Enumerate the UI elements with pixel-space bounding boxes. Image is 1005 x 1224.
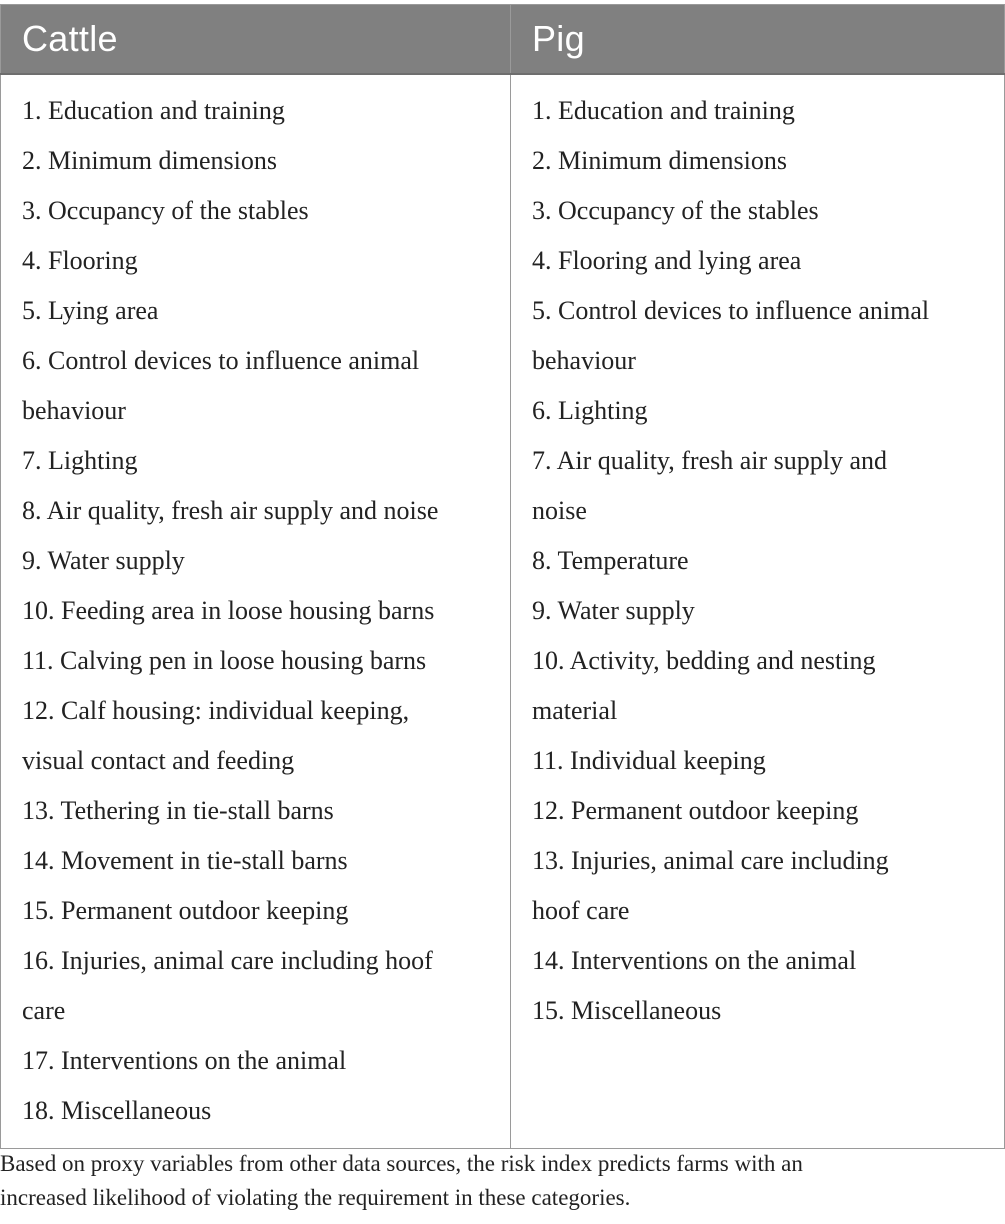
list-item: 4. Flooring and lying area bbox=[532, 246, 802, 275]
list-item: visual contact and feeding bbox=[22, 746, 295, 775]
list-item: care bbox=[22, 996, 66, 1025]
list-item: 12. Calf housing: individual keeping, bbox=[22, 696, 410, 725]
list-item: hoof care bbox=[532, 896, 630, 925]
table-footnote bbox=[0, 1147, 1000, 1215]
pig-cell bbox=[511, 74, 1005, 1149]
list-item: 1. Education and training bbox=[22, 96, 285, 125]
list-item: 6. Control devices to influence animal bbox=[22, 346, 420, 375]
list-item: 2. Minimum dimensions bbox=[22, 146, 277, 175]
list-item: 11. Individual keeping bbox=[532, 746, 766, 775]
list-item: 4. Flooring bbox=[22, 246, 138, 275]
list-item: material bbox=[532, 696, 618, 725]
list-item: 7. Air quality, fresh air supply and bbox=[532, 446, 888, 475]
cattle-cell bbox=[1, 74, 511, 1149]
list-item: 8. Temperature bbox=[532, 546, 689, 575]
list-item: behaviour bbox=[532, 346, 636, 375]
list-item: 17. Interventions on the animal bbox=[22, 1046, 347, 1075]
list-item: 13. Injuries, animal care including bbox=[532, 846, 889, 875]
list-item: 13. Tethering in tie-stall barns bbox=[22, 796, 334, 825]
list-item: 12. Permanent outdoor keeping bbox=[532, 796, 859, 825]
footnote-line: Based on proxy variables from other data sources, the risk index predicts farms with an bbox=[0, 1151, 803, 1176]
list-item: 1. Education and training bbox=[532, 96, 795, 125]
list-item: 10. Activity, bedding and nesting bbox=[532, 646, 876, 675]
cattle-category-list bbox=[22, 86, 502, 1136]
list-item: 9. Water supply bbox=[532, 596, 695, 625]
list-item: 7. Lighting bbox=[22, 446, 138, 475]
list-item: 16. Injuries, animal care including hoof bbox=[22, 946, 433, 975]
list-item: 5. Lying area bbox=[22, 296, 159, 325]
list-item: 6. Lighting bbox=[532, 396, 648, 425]
list-item: noise bbox=[532, 496, 587, 525]
table-row bbox=[1, 74, 1005, 1149]
column-header-cattle: Cattle bbox=[1, 5, 511, 75]
list-item: 5. Control devices to influence animal bbox=[532, 296, 930, 325]
pig-category-list bbox=[532, 86, 996, 1036]
categories-table-container bbox=[0, 4, 1004, 1149]
list-item: 14. Interventions on the animal bbox=[532, 946, 857, 975]
list-item: behaviour bbox=[22, 396, 126, 425]
list-item: 3. Occupancy of the stables bbox=[22, 196, 309, 225]
list-item: 11. Calving pen in loose housing barns bbox=[22, 646, 427, 675]
list-item: 3. Occupancy of the stables bbox=[532, 196, 819, 225]
list-item: 15. Miscellaneous bbox=[532, 996, 722, 1025]
list-item: 10. Feeding area in loose housing barns bbox=[22, 596, 435, 625]
footnote-line: increased likelihood of violating the requirement in these categories. bbox=[0, 1185, 631, 1210]
categories-table bbox=[0, 4, 1005, 1149]
list-item: 2. Minimum dimensions bbox=[532, 146, 787, 175]
column-header-pig: Pig bbox=[511, 5, 1005, 75]
list-item: 8. Air quality, fresh air supply and noise bbox=[22, 496, 439, 525]
list-item: 15. Permanent outdoor keeping bbox=[22, 896, 349, 925]
list-item: 9. Water supply bbox=[22, 546, 185, 575]
list-item: 18. Miscellaneous bbox=[22, 1096, 212, 1125]
list-item: 14. Movement in tie-stall barns bbox=[22, 846, 348, 875]
header-row bbox=[1, 5, 1005, 75]
